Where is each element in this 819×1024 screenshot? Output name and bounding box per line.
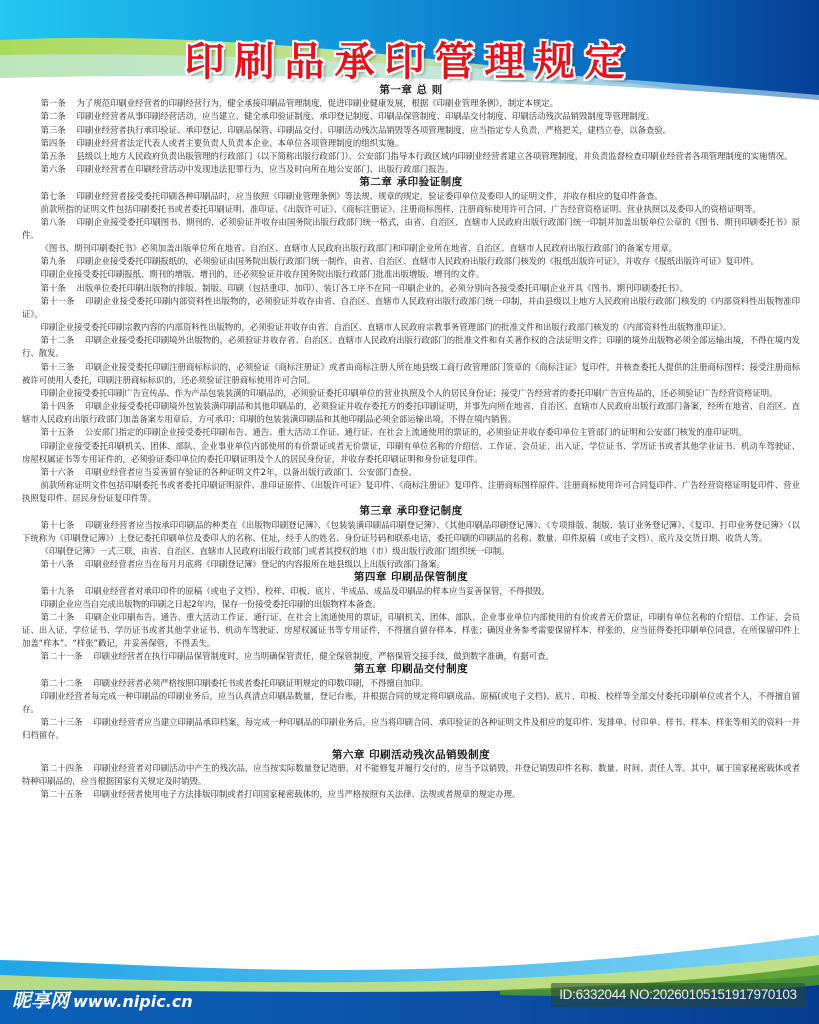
article-paragraph: [22, 163, 800, 176]
article-paragraph: [22, 321, 800, 334]
chapter-heading: 第一章 总 则: [379, 84, 443, 96]
article-text: 印刷企业接受委托印刷报纸、期刊的增版、增刊的，还必须验证并收存国务院出版行政部门批准出版增版、增刊的文件。: [40, 269, 485, 280]
article-text: 印刷业经营者接受委托印刷各种印刷品时，应当依照《印刷业管理条例》等法规、规章的规定，验证委印单位及委印人的证明文件，并收存相应的复印件备查。: [76, 190, 663, 201]
article-number: 第二十条: [40, 611, 75, 622]
watermark-logo: [12, 986, 193, 1013]
article-paragraph: [22, 361, 800, 387]
article-paragraph: [22, 545, 800, 558]
article-text: 印刷业经营者对承印印件的原稿（或电子文档）、校样、印板、底片、半成品、成品及印刷品的样本应当妥善保管，不得损毁。: [84, 585, 550, 596]
article-number: 第十八条: [40, 559, 74, 570]
article-paragraph: [22, 150, 800, 163]
article-text: 《印刷登记簿》一式三联，由省、自治区、直辖市人民政府出版行政部门或者其授权的地（市）级出版行政部门组织统一印制。: [40, 545, 510, 556]
page-title: 印刷品承印管理规定: [184, 38, 635, 85]
article-paragraph: [22, 788, 800, 801]
article-text: 印刷企业接受委托印刷宗教内容的内部资料性出版物的，必须验证并收存由省、自治区、直辖市人民政府宗教事务管理部门的批准文件和出版行政部门核发的《内部资料性出版物准印证》。: [40, 322, 732, 333]
article-paragraph: [22, 387, 800, 400]
article-paragraph: [22, 426, 800, 439]
article-text: 印刷企业接受委托印刷境外包装装潢印刷品和其他印刷品的，必须验证并收存委托方的委托印刷证明，并事先向所在地省、自治区、直辖市人民政府出版行政部门备案，经所在地省、自治区、直辖市人民政府出版行政部门加盖备案专用章后，方可承印；印刷的包装装潢印刷品和其他印刷品必须全部运输出境，不得在境内销售。: [22, 401, 801, 425]
article-number: 第二十五条: [40, 789, 83, 800]
article-number: 第十九条: [40, 585, 74, 596]
article-paragraph: [22, 137, 800, 150]
article-paragraph: [22, 479, 800, 505]
article-text: 印刷业经营者应当按承印印刷品的种类在《出版物印刷登记簿》、《包装装潢印刷品印刷登记簿》、《其他印刷品印刷登记簿》、《专项排版、制版、装订业务登记簿》、《复印、打印业务登记簿》（以下统称为《印刷登记簿》）上登记委托印刷单位及委印人的名称、住址，经手人的姓名、身份证号码和联系电话，委托印刷的印刷品的名称、数量、印件原稿（或电子文档）、底片及交货日期、收货人等。: [22, 519, 800, 543]
article-text: 印刷业经营者必须严格按照印刷委托书或者委托印刷证明规定的印数印刷，不得擅自加印。: [93, 677, 429, 688]
article-paragraph: [22, 203, 800, 216]
article-number: 第十六条: [40, 466, 74, 477]
article-paragraph: [22, 400, 800, 426]
article-text: 《图书、期刊印刷委托书》必须加盖出版单位所在地省、自治区、直辖市人民政府出版行政部门和印刷企业所在地省、自治区、直辖市人民政府出版行政部门的备案专用章。: [40, 243, 677, 254]
article-text: 印刷企业接受委托印刷机关、团体、部队、企业事业单位内部使用的有价票证或者无价票证，印刷有单位名称的介绍信、工作证、会员证、出入证、学位证书、学历证书或者其他学业证书、机动车驾驶证、房屋权属证书等专用证件的，必须验证委印单位的委托印刷证明及个人的居民身份证，并收存委托印刷证明和身份证复印件。: [22, 440, 800, 464]
chapter-heading: 第三章 承印登记制度: [359, 505, 463, 518]
article-number: 第十七条: [40, 519, 75, 530]
article-number: 第一条: [40, 98, 66, 109]
article-number: 第十二条: [40, 335, 75, 346]
article-number: 第二十二条: [40, 677, 83, 688]
chapter-heading: 第二章 承印验证制度: [359, 176, 463, 189]
article-text: 印刷企业接受委托印刷图书、期刊的，必须验证并收存由国务院出版行政部门统一格式，由省、自治区、直辖市人民政府出版行政部门统一印制并加盖出版单位公章的《图书、期刊印刷委托书》原件。: [22, 216, 801, 240]
article-text: 印刷业经营者执行承印验证、承印登记、印刷品保管、印刷品交付、印刷活动残次品销毁等各项管理制度，应当指定专人负责，严格把关，建档立卷，以备查验。: [76, 124, 672, 135]
article-text: 印刷业经营者应当妥善留存验证的各种证明文件2年，以备出版行政部门、公安部门查验。: [84, 466, 417, 477]
watermark-logo-text: 昵享网: [12, 990, 70, 1012]
article-paragraph: [22, 282, 800, 295]
article-number: 第八条: [40, 216, 66, 227]
article-text: 印刷企业接受委托印刷境外出版物的，必须验证并收存省、自治区、直辖市人民政府出版行政部门的批准文件和有关著作权的合法证明文件；印刷的境外出版物必须全部运输出境，不得在境内发行、散发。: [22, 335, 801, 359]
article-text: 印刷企业接受委托印刷注册商标标识的，必须验证《商标注册证》或者由商标注册人所在地县级工商行政管理部门签章的《商标注证》复印件，并核查委托人提供的注册商标图样；接受注册商标被许可使用人委托，印刷注册商标标识的，还必须验证注册商标使用许可合同。: [22, 361, 801, 385]
article-text: 印刷业经营者应当在每月月底将《印刷登记簿》登记的内容报所在地县级以上出版行政部门备案。: [84, 559, 445, 570]
article-text: 印刷业经营者法定代表人或者主要负责人负责本企业、本单位各项管理制度的组织实施。: [76, 137, 404, 148]
article-text: 印刷业经营者在印刷经营活动中发现违法犯罪行为，应当及时向所在地公安部门、出版行政部门报告。: [76, 164, 454, 175]
article-paragraph: [22, 519, 800, 545]
article-number: 第十条: [40, 282, 66, 293]
article-paragraph: [22, 295, 800, 321]
article-text: 印刷企业接受委托印刷内部资料性出版物的，必须验证并收存由省、自治区、直辖市人民政府出版行政部门统一印制，并由县级以上地方人民政府出版行政部门核发的《内部资料性出版物准印证》。: [22, 295, 801, 319]
article-paragraph: [22, 585, 800, 598]
article-number: 第十五条: [40, 427, 74, 438]
article-text: 印刷企业应当自完成出版物的印刷之日起2年内，保存一份接受委托印刷的出版物样本备查。: [40, 598, 381, 609]
article-text: 前款所指的证明文件包括印刷委托书或者委托印刷证明、准印证、《出版许可证》、《商标注册证》、注册商标图样、注册商标使用许可合同、广告经营资格证明、营业执照以及委印人的资格证明等。: [40, 203, 761, 214]
article-paragraph: [22, 677, 800, 690]
article-paragraph: [22, 110, 800, 123]
article-text: 印刷企业接受委托印刷广告宣传品、作为产品包装装潢的印刷品的，必须验证委托印刷单位的营业执照及个人的居民身份证；接受广告经营者的委托印刷广告宣传品的，还必须验证广告经营资格证明。: [40, 387, 778, 398]
article-paragraph: [22, 716, 800, 742]
article-number: 第二十一条: [40, 651, 83, 662]
article-paragraph: [22, 611, 800, 650]
article-text: 前款所称证明文件包括印刷委托书或者委托印刷证明原件、准印证原件、《出版许可证》复印件、《商标注册证》复印件、注册商标图样原件、注册商标使用许可合同复印件、广告经营资格证明复印件、营业执照复印件、居民身份证复印件等。: [22, 479, 800, 504]
article-number: 第九条: [40, 256, 66, 267]
chapter-heading: 第四章 印刷品保管制度: [353, 571, 469, 584]
article-text: 为了规范印刷业经营者的印刷经营行为，健全承接印刷品管理制度，促进印刷业健康发展，根据《印刷业管理条例》，制定本规定。: [76, 98, 559, 109]
article-paragraph: [22, 558, 800, 571]
article-text: 印刷业经营者使用电子方法排版印制或者打印国家秘密载体的，应当严格按照有关法律、法规或者规章的规定办理。: [93, 789, 521, 800]
article-number: 第四条: [40, 137, 66, 148]
article-paragraph: [22, 466, 800, 479]
article-paragraph: [22, 255, 800, 268]
article-number: 第七条: [40, 190, 66, 201]
article-paragraph: [22, 598, 800, 611]
article-text: 县级以上地方人民政府负责出版管理的行政部门（以下简称出版行政部门）、公安部门指导本行政区域内印刷业经营者建立各项管理制度，并负责监督检查印刷业经营者各项管理制度的实施情况。: [76, 150, 793, 161]
article-paragraph: [22, 216, 800, 242]
article-text: 公安部门指定的印刷企业接受委托印刷布告、通告、重大活动工作证、通行证、在社会上流通使用的票证的，必须验证并收存委印单位主管部门的证明和公安部门核发的准印证明。: [84, 427, 747, 438]
article-number: 第十一条: [40, 295, 75, 306]
watermark-id-badge: ID:6332044 NO:20260105151917970103: [551, 983, 805, 1007]
chapter-heading: 第六章 印刷活动残次品销毁制度: [331, 748, 491, 761]
article-number: 第十四条: [40, 401, 75, 412]
article-paragraph: [22, 690, 800, 716]
article-text: 印刷业经营者在执行印刷品保管制度时，应当明确保管责任，健全保管制度，严格保管交接手续，做到数字准确，有据可查。: [93, 651, 554, 662]
article-paragraph: [22, 124, 800, 137]
article-text: 印刷业经营者对印刷活动中产生的残次品，应当按实际数量登记造册，对不能修复并履行交付的，应当予以销毁，并登记销毁印件名称、数量、时间、责任人等。其中，属于国家秘密载体或者特种印刷品的，应当根据国家有关规定及时销毁。: [22, 762, 800, 786]
article-text: 印刷业经营者应当建立印刷品承印档案，每完成一种印刷品的印刷业务后，应当将印刷合同、承印验证的各种证明文件及相应的复印件、发排单、付印单、样书、样本、样张等相关的资料一并归档留存。: [22, 717, 800, 741]
article-text: 印刷业经营者从事印刷经营活动，应当建立、健全承印验证制度、承印登记制度、印刷品保管制度、印刷品交付制度、印刷活动残次品销毁制度等管理制度。: [76, 111, 655, 122]
article-number: 第二条: [40, 111, 66, 122]
chapter-heading: 第五章 印刷品交付制度: [353, 663, 469, 676]
article-number: 第十三条: [40, 361, 75, 372]
article-paragraph: [22, 97, 800, 110]
article-number: 第六条: [40, 164, 66, 175]
article-paragraph: [22, 242, 800, 255]
article-paragraph: [22, 190, 800, 203]
article-number: 第二十三条: [40, 717, 83, 728]
watermark-url: www.nipic.cn: [73, 992, 193, 1011]
article-paragraph: [22, 650, 800, 663]
regulation-body: [22, 84, 800, 801]
article-paragraph: [22, 268, 800, 281]
article-number: 第二十四条: [40, 762, 83, 773]
article-text: 出版单位委托印刷出版物的排版、制版、印刷（包括重印、加印）、装订各工序不在同一印刷企业的，必须分别向各接受委托印刷企业开具《图书、期刊印刷委托书》。: [76, 282, 688, 293]
article-text: 印刷企业接受委托印刷报纸的，必须验证由国务院出版行政部门统一制作，由省、自治区、直辖市人民政府出版行政部门核发的《报纸出版许可证》，并收存《报纸出版许可证》复印件。: [76, 256, 760, 267]
article-text: 印刷业经营者每完成一种印刷品的印刷业务后，应当认真清点印刷品数量，登记台账，并根据合同的规定将印刷成品、原稿(或电子文档)、底片、印板、校样等全部交付委托印刷单位或者个人，不得擅自留存。: [22, 690, 800, 715]
article-number: 第三条: [40, 124, 66, 135]
article-text: 印刷企业印刷布告、通告、重大活动工作证、通行证、在社会上流通使用的票证，印刷机关、团体、部队、企业事业单位内部使用的有价或者无价票证，印刷有单位名称的介绍信、工作证、会员证、出入证、学位证书、学历证书或者其他学业证书、机动车驾驶证、房屋权属证书等专用证件，不得擅自留存样本、样张；确因业务参考需要保留样本、样张的，应当征得委托印刷单位同意，在所保留印件上加盖“样本”、“样张”戳记，并妥善保管，不得丢失。: [22, 611, 801, 649]
article-paragraph: [22, 334, 800, 360]
article-number: 第五条: [40, 150, 66, 161]
article-paragraph: [22, 762, 800, 788]
article-paragraph: [22, 440, 800, 466]
